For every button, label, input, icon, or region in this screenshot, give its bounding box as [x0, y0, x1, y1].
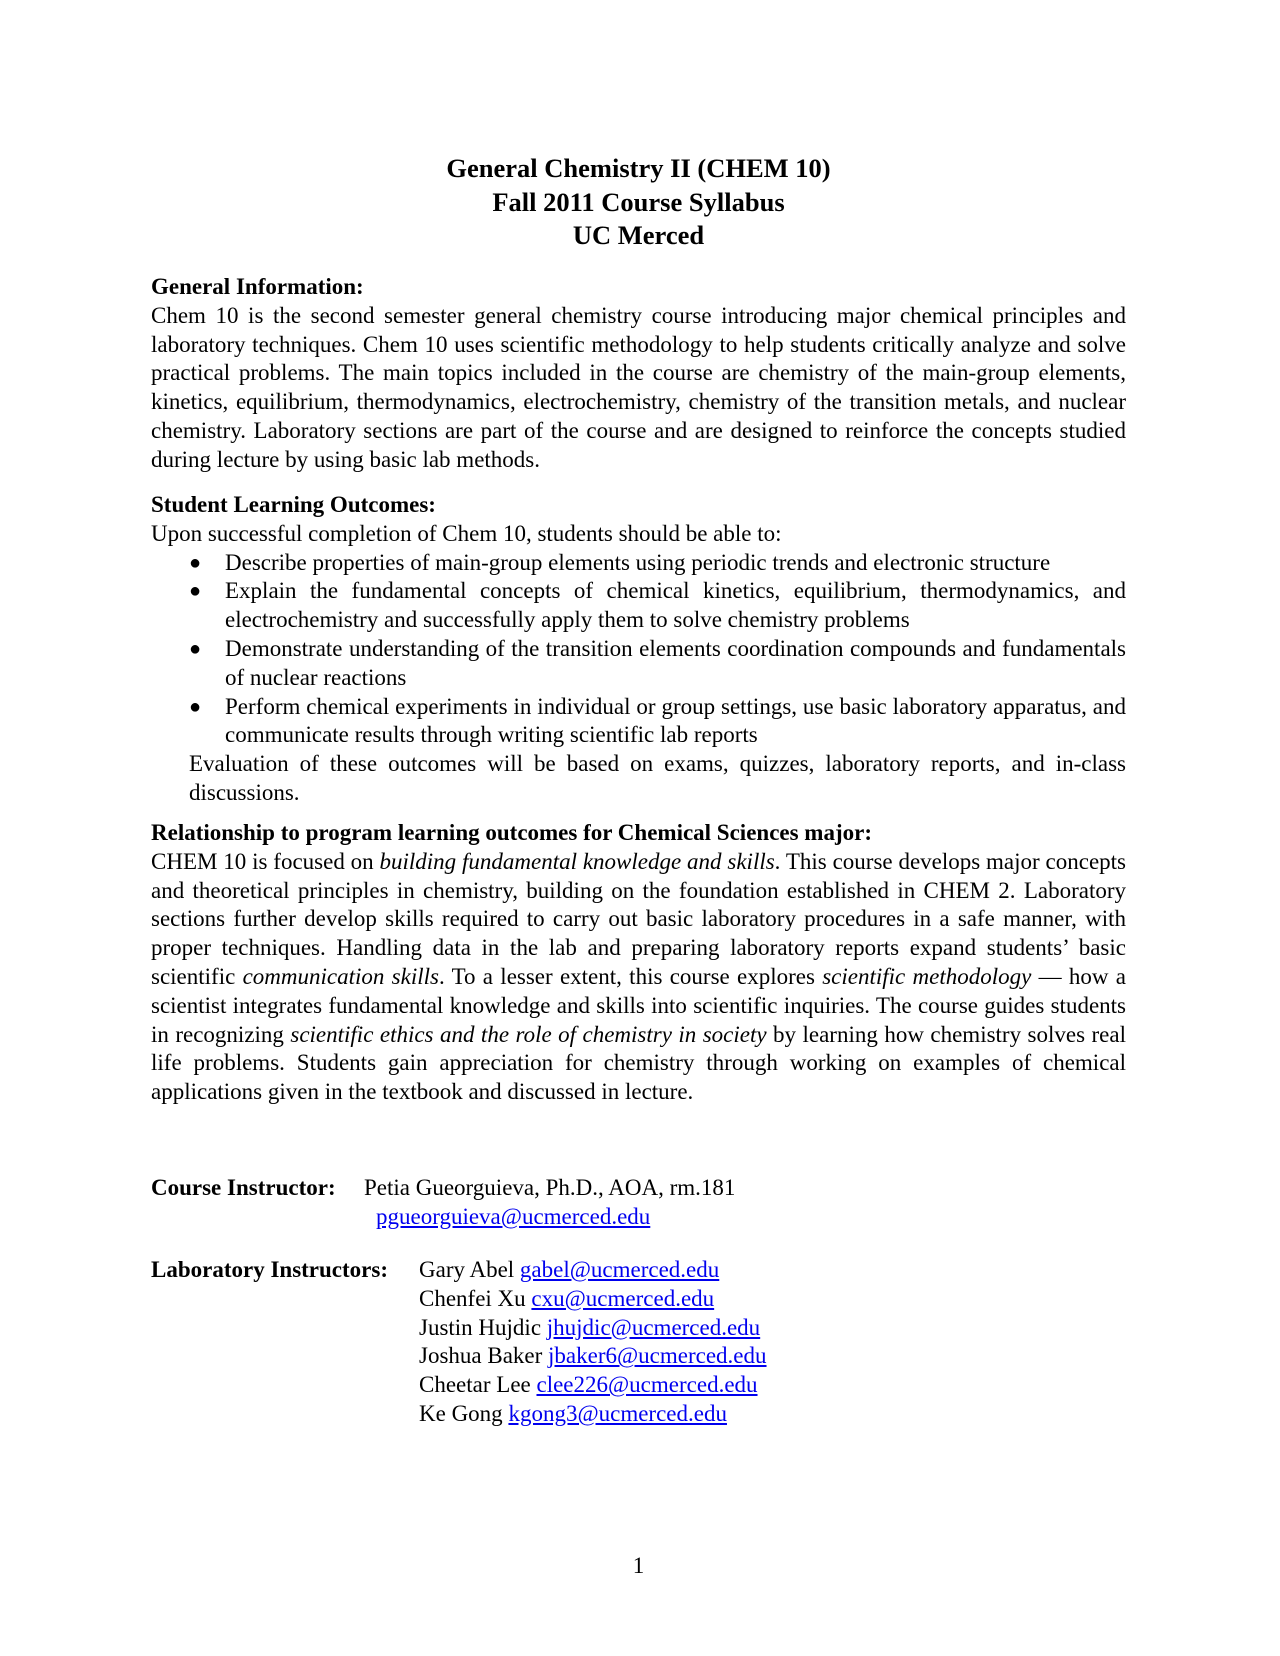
program-relationship-body	[151, 848, 1126, 1107]
lab-instructor-name: Justin Hujdic	[419, 1314, 542, 1340]
general-information-body: Chem 10 is the second semester general chemistry course introducing major chemical principles and laboratory techniques. Chem 10 uses scientific methodology to help students critically analyze and solve practical problems. The main topics included in the course are chemistry of the main-group elements, kinetics, equilibrium, thermodynamics, electrochemistry, chemistry of the transition metals, and nuclear chemistry. Laboratory sections are part of the course and are designed to reinforce the concepts studied during lecture by using basic lab methods.	[151, 302, 1126, 472]
lab-instructor-entry	[419, 1371, 758, 1400]
program-relationship-heading: Relationship to program learning outcomes for Chemical Sciences major:	[151, 820, 872, 845]
lab-instructor-row	[151, 1400, 1126, 1429]
program-relationship-section	[151, 819, 1126, 1107]
lab-instructor-name: Chenfei Xu	[419, 1285, 526, 1311]
outcome-text: Describe properties of main-group elements using periodic trends and electronic structure	[225, 549, 1051, 575]
lab-instructor-entry	[419, 1285, 714, 1314]
lab-instructor-email-link[interactable]: jhujdic@ucmerced.edu	[546, 1314, 761, 1340]
course-instructor-name: Petia Gueorguieva, Ph.D., AOA, rm.181	[364, 1175, 736, 1200]
list-item	[151, 549, 1126, 578]
outcomes-evaluation: Evaluation of these outcomes will be based on exams, quizzes, laboratory reports, and in-class discussions.	[189, 751, 1126, 805]
lab-instructor-row	[151, 1371, 1126, 1400]
page-number: 1	[632, 1553, 645, 1578]
relationship-text: by learning how chemistry solves real life problems. Students gain appreciation for chemistry through working on examples of chemical applications given in the textbook and discussed in lecture.	[151, 1021, 1126, 1105]
course-instructor-label: Course Instructor:	[151, 1175, 336, 1200]
outcome-text: Demonstrate understanding of the transition elements coordination compounds and fundamentals of nuclear reactions	[225, 635, 1126, 690]
relationship-text: . This course develops major concepts and theoretical principles in chemistry, building on the foundation established in CHEM 2. Laboratory sections further develop skills required to carry out basic laboratory procedures in a safe manner, with proper techniques. Handling data in the lab and preparing laboratory reports expand students’ basic scientific	[151, 848, 1126, 989]
bullet-icon: ●	[189, 637, 202, 660]
course-instructor-section	[151, 1174, 1126, 1232]
general-information-section	[151, 273, 1126, 475]
title-line-term: Fall 2011 Course Syllabus	[492, 186, 785, 217]
learning-outcomes-section	[151, 491, 1126, 808]
lab-instructor-email-link[interactable]: kgong3@ucmerced.edu	[508, 1400, 727, 1426]
lab-instructors-label: Laboratory Instructors:	[151, 1257, 388, 1282]
title-line-course: General Chemistry II (CHEM 10)	[446, 153, 831, 183]
bullet-icon: ●	[189, 580, 202, 603]
relationship-emphasis: building fundamental knowledge and skills	[379, 848, 775, 874]
lab-instructor-row	[151, 1342, 1126, 1371]
lab-instructor-entry	[419, 1256, 719, 1285]
relationship-emphasis: scientific ethics and the role of chemistry in society	[290, 1021, 767, 1047]
relationship-emphasis: communication skills	[242, 963, 439, 989]
lab-instructor-name: Joshua Baker	[419, 1343, 543, 1369]
relationship-text: . To a lesser extent, this course explores	[438, 963, 823, 989]
learning-outcomes-list	[151, 549, 1126, 751]
outcome-text: Perform chemical experiments in individual or group settings, use basic laboratory apparatus, and communicate results through writing scientific lab reports	[225, 693, 1126, 748]
lab-instructor-row	[151, 1314, 1126, 1343]
course-instructor-row	[151, 1174, 1126, 1203]
lab-instructor-email-link[interactable]: clee226@ucmerced.edu	[536, 1372, 758, 1398]
list-item	[151, 577, 1126, 635]
lab-instructor-entry	[419, 1342, 767, 1371]
lab-instructor-email-link[interactable]: jbaker6@ucmerced.edu	[548, 1343, 767, 1369]
lab-instructor-row	[151, 1256, 1126, 1285]
lab-instructors-section	[151, 1256, 1126, 1429]
lab-instructor-email-link[interactable]: cxu@ucmerced.edu	[531, 1285, 715, 1311]
course-instructor-email-row	[151, 1203, 1126, 1232]
lab-instructor-name: Ke Gong	[419, 1400, 503, 1426]
bullet-icon: ●	[189, 695, 202, 718]
bullet-icon: ●	[189, 551, 202, 574]
lab-instructor-entry	[419, 1314, 760, 1343]
relationship-text: CHEM 10 is focused on	[151, 848, 380, 874]
lab-instructor-row	[151, 1285, 1126, 1314]
relationship-text: — how a scientist integrates fundamental knowledge and skills into scientific inquiries. The course guides students in recognizing	[151, 963, 1127, 1047]
outcome-text: Explain the fundamental concepts of chemical kinetics, equilibrium, thermodynamics, and electrochemistry and successfully apply them to solve chemistry problems	[225, 578, 1126, 633]
lab-instructor-email-link[interactable]: gabel@ucmerced.edu	[519, 1257, 720, 1282]
title-line-campus: UC Merced	[572, 220, 705, 250]
list-item	[151, 693, 1126, 751]
relationship-emphasis: scientific methodology	[822, 963, 1032, 989]
lab-instructor-entry	[419, 1400, 727, 1429]
lab-instructor-name: Cheetar Lee	[419, 1372, 531, 1398]
lab-instructor-name: Gary Abel	[419, 1257, 515, 1282]
course-instructor-email-link[interactable]: pgueorguieva@ucmerced.edu	[376, 1203, 651, 1229]
list-item	[151, 635, 1126, 693]
general-information-heading: General Information:	[151, 274, 364, 299]
learning-outcomes-intro: Upon successful completion of Chem 10, students should be able to:	[151, 520, 782, 546]
document-title	[151, 152, 1126, 253]
learning-outcomes-heading: Student Learning Outcomes:	[151, 492, 436, 517]
